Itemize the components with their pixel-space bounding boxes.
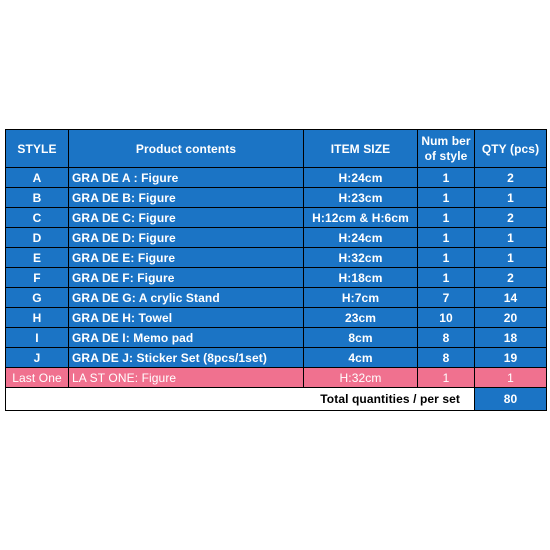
size-cell: H:24cm [304, 228, 418, 248]
qty-cell: 2 [475, 208, 547, 228]
header-qty: QTY (pcs) [475, 130, 547, 168]
contents-cell: GRA DE H: Towel [69, 308, 304, 328]
table-row [6, 228, 547, 248]
contents-cell: GRA DE C: Figure [69, 208, 304, 228]
style-cell: I [6, 328, 69, 348]
qty-cell: 19 [475, 348, 547, 368]
style-cell: Last One [6, 368, 69, 388]
qty-cell: 1 [475, 248, 547, 268]
style-cell: A [6, 168, 69, 188]
style-cell: D [6, 228, 69, 248]
table-row [6, 248, 547, 268]
table-row [6, 208, 547, 228]
num-style-cell: 1 [418, 268, 475, 288]
num-style-cell: 10 [418, 308, 475, 328]
num-style-cell: 1 [418, 188, 475, 208]
table-row [6, 348, 547, 368]
table-row [6, 328, 547, 348]
table-row [6, 268, 547, 288]
total-row [6, 388, 547, 411]
contents-cell: GRA DE D: Figure [69, 228, 304, 248]
qty-cell: 14 [475, 288, 547, 308]
header-style: STYLE [6, 130, 69, 168]
size-cell: H:32cm [304, 368, 418, 388]
table-row [6, 188, 547, 208]
num-style-cell: 1 [418, 168, 475, 188]
size-cell: H:23cm [304, 188, 418, 208]
size-cell: H:24cm [304, 168, 418, 188]
header-number-of-style-line1: Num ber [421, 133, 471, 148]
grade-table [5, 129, 547, 411]
qty-cell: 18 [475, 328, 547, 348]
style-cell: C [6, 208, 69, 228]
header-product-contents: Product contents [69, 130, 304, 168]
style-cell: E [6, 248, 69, 268]
qty-cell: 1 [475, 188, 547, 208]
header-item-size: ITEM SIZE [304, 130, 418, 168]
style-cell: B [6, 188, 69, 208]
header-row [6, 130, 547, 168]
qty-cell: 1 [475, 228, 547, 248]
qty-cell: 2 [475, 168, 547, 188]
size-cell: H:18cm [304, 268, 418, 288]
num-style-cell: 1 [418, 248, 475, 268]
num-style-cell: 7 [418, 288, 475, 308]
qty-cell: 1 [475, 368, 547, 388]
grade-table-container [5, 129, 546, 411]
contents-cell: GRA DE G: A crylic Stand [69, 288, 304, 308]
num-style-cell: 1 [418, 228, 475, 248]
num-style-cell: 1 [418, 208, 475, 228]
contents-cell: GRA DE F: Figure [69, 268, 304, 288]
style-cell: J [6, 348, 69, 368]
num-style-cell: 8 [418, 348, 475, 368]
total-label: Total quantities / per set [6, 388, 475, 411]
contents-cell: GRA DE A : Figure [69, 168, 304, 188]
size-cell: H:7cm [304, 288, 418, 308]
style-cell: H [6, 308, 69, 328]
contents-cell: GRA DE I: Memo pad [69, 328, 304, 348]
table-row [6, 308, 547, 328]
num-style-cell: 1 [418, 368, 475, 388]
contents-cell: GRA DE E: Figure [69, 248, 304, 268]
qty-cell: 2 [475, 268, 547, 288]
size-cell: H:12cm & H:6cm [304, 208, 418, 228]
contents-cell: GRA DE B: Figure [69, 188, 304, 208]
style-cell: G [6, 288, 69, 308]
total-value: 80 [475, 388, 547, 411]
contents-cell: GRA DE J: Sticker Set (8pcs/1set) [69, 348, 304, 368]
contents-cell: LA ST ONE: Figure [69, 368, 304, 388]
style-cell: F [6, 268, 69, 288]
header-number-of-style [418, 130, 475, 168]
table-row [6, 288, 547, 308]
size-cell: 23cm [304, 308, 418, 328]
table-row [6, 168, 547, 188]
qty-cell: 20 [475, 308, 547, 328]
header-number-of-style-line2: of style [424, 148, 468, 163]
size-cell: 8cm [304, 328, 418, 348]
size-cell: 4cm [304, 348, 418, 368]
last-one-row [6, 368, 547, 388]
num-style-cell: 8 [418, 328, 475, 348]
size-cell: H:32cm [304, 248, 418, 268]
